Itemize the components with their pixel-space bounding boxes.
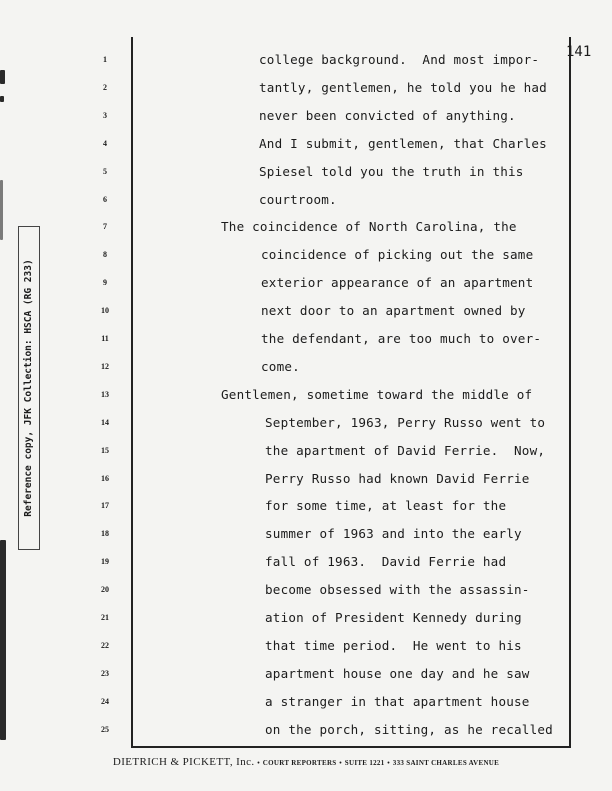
line-number: 2: [103, 82, 107, 92]
footer-firm: DIETRICH & PICKETT, Inc.: [112, 756, 255, 768]
line-number: 10: [101, 306, 109, 316]
line-number: 8: [103, 250, 107, 260]
transcript-line: come.: [261, 358, 300, 374]
scan-edge-mark: [0, 540, 6, 740]
line-number: 9: [103, 278, 107, 288]
transcript-line: the defendant, are too much to over-: [261, 331, 542, 346]
line-number: 18: [101, 529, 109, 539]
line-number: 19: [101, 557, 109, 567]
line-number: 12: [101, 361, 109, 371]
transcript-line: the apartment of David Ferrie. Now,: [265, 442, 546, 458]
transcript-line: exterior appearance of an apartment: [261, 275, 534, 291]
scan-edge-mark: [0, 70, 5, 84]
transcript-line: never been convicted of anything.: [259, 107, 516, 123]
transcript-line: Spiesel told you the truth in this: [259, 163, 524, 179]
transcript-line: apartment house one day and he saw: [265, 665, 530, 681]
archive-stamp: [18, 226, 40, 550]
line-number: 17: [101, 501, 109, 511]
line-number: 13: [101, 389, 109, 399]
transcript-line: a stranger in that apartment house: [265, 693, 530, 709]
transcript-line: that time period. He went to his: [265, 637, 522, 653]
line-number: 14: [101, 417, 109, 427]
line-number: 7: [103, 222, 107, 232]
line-number: 22: [101, 640, 109, 650]
transcript-line: summer of 1963 and into the early: [265, 526, 522, 542]
footer-separator: •: [339, 759, 343, 767]
transcript-line: tantly, gentlemen, he told you he had: [259, 79, 547, 95]
footer-separator: •: [387, 759, 391, 767]
line-number: 6: [103, 194, 107, 204]
line-number: 11: [101, 334, 109, 343]
footer-separator: •: [257, 759, 261, 767]
transcript-line: on the porch, sitting, as he recalled: [265, 721, 553, 737]
transcript-line: courtroom.: [259, 191, 337, 207]
transcript-line: And I submit, gentlemen, that Charles: [259, 135, 547, 151]
line-number: 25: [101, 724, 109, 734]
transcript-line: ation of President Kennedy during: [265, 610, 522, 625]
line-number: 16: [101, 473, 109, 483]
transcript-line: fall of 1963. David Ferrie had: [265, 554, 507, 570]
archive-stamp-text: Reference copy, JFK Collection: HSCA (RG 233): [23, 259, 34, 517]
scan-edge-mark: [0, 180, 3, 240]
footer-suite: SUITE 1221: [344, 759, 385, 767]
line-number: 23: [101, 668, 109, 678]
transcript-line: Gentlemen, sometime toward the middle of: [221, 386, 533, 402]
line-number: 24: [101, 696, 109, 706]
page-footer: [0, 756, 612, 768]
line-number: 21: [101, 613, 109, 622]
transcript-line: for some time, at least for the: [265, 498, 507, 514]
line-number: 1: [103, 55, 107, 64]
transcript-line: September, 1963, Perry Russo went to: [265, 414, 546, 430]
transcript-line: next door to an apartment owned by: [261, 303, 526, 319]
scan-edge-mark: [0, 96, 4, 102]
transcript-line: Perry Russo had known David Ferrie: [265, 470, 530, 486]
footer-address: 333 SAINT CHARLES AVENUE: [392, 759, 500, 767]
transcript-line: The coincidence of North Carolina, the: [221, 219, 517, 235]
line-number: 15: [101, 445, 109, 455]
transcript-line: coincidence of picking out the same: [261, 247, 534, 263]
footer-role: COURT REPORTERS: [262, 759, 337, 767]
line-number: 4: [103, 138, 107, 148]
page-number: 141: [566, 44, 592, 60]
line-number: 3: [103, 110, 107, 120]
transcript-line: college background. And most impor-: [259, 52, 540, 67]
transcript-line: become obsessed with the assassin-: [265, 582, 530, 598]
line-number: 20: [101, 585, 109, 595]
line-number: 5: [103, 166, 107, 176]
